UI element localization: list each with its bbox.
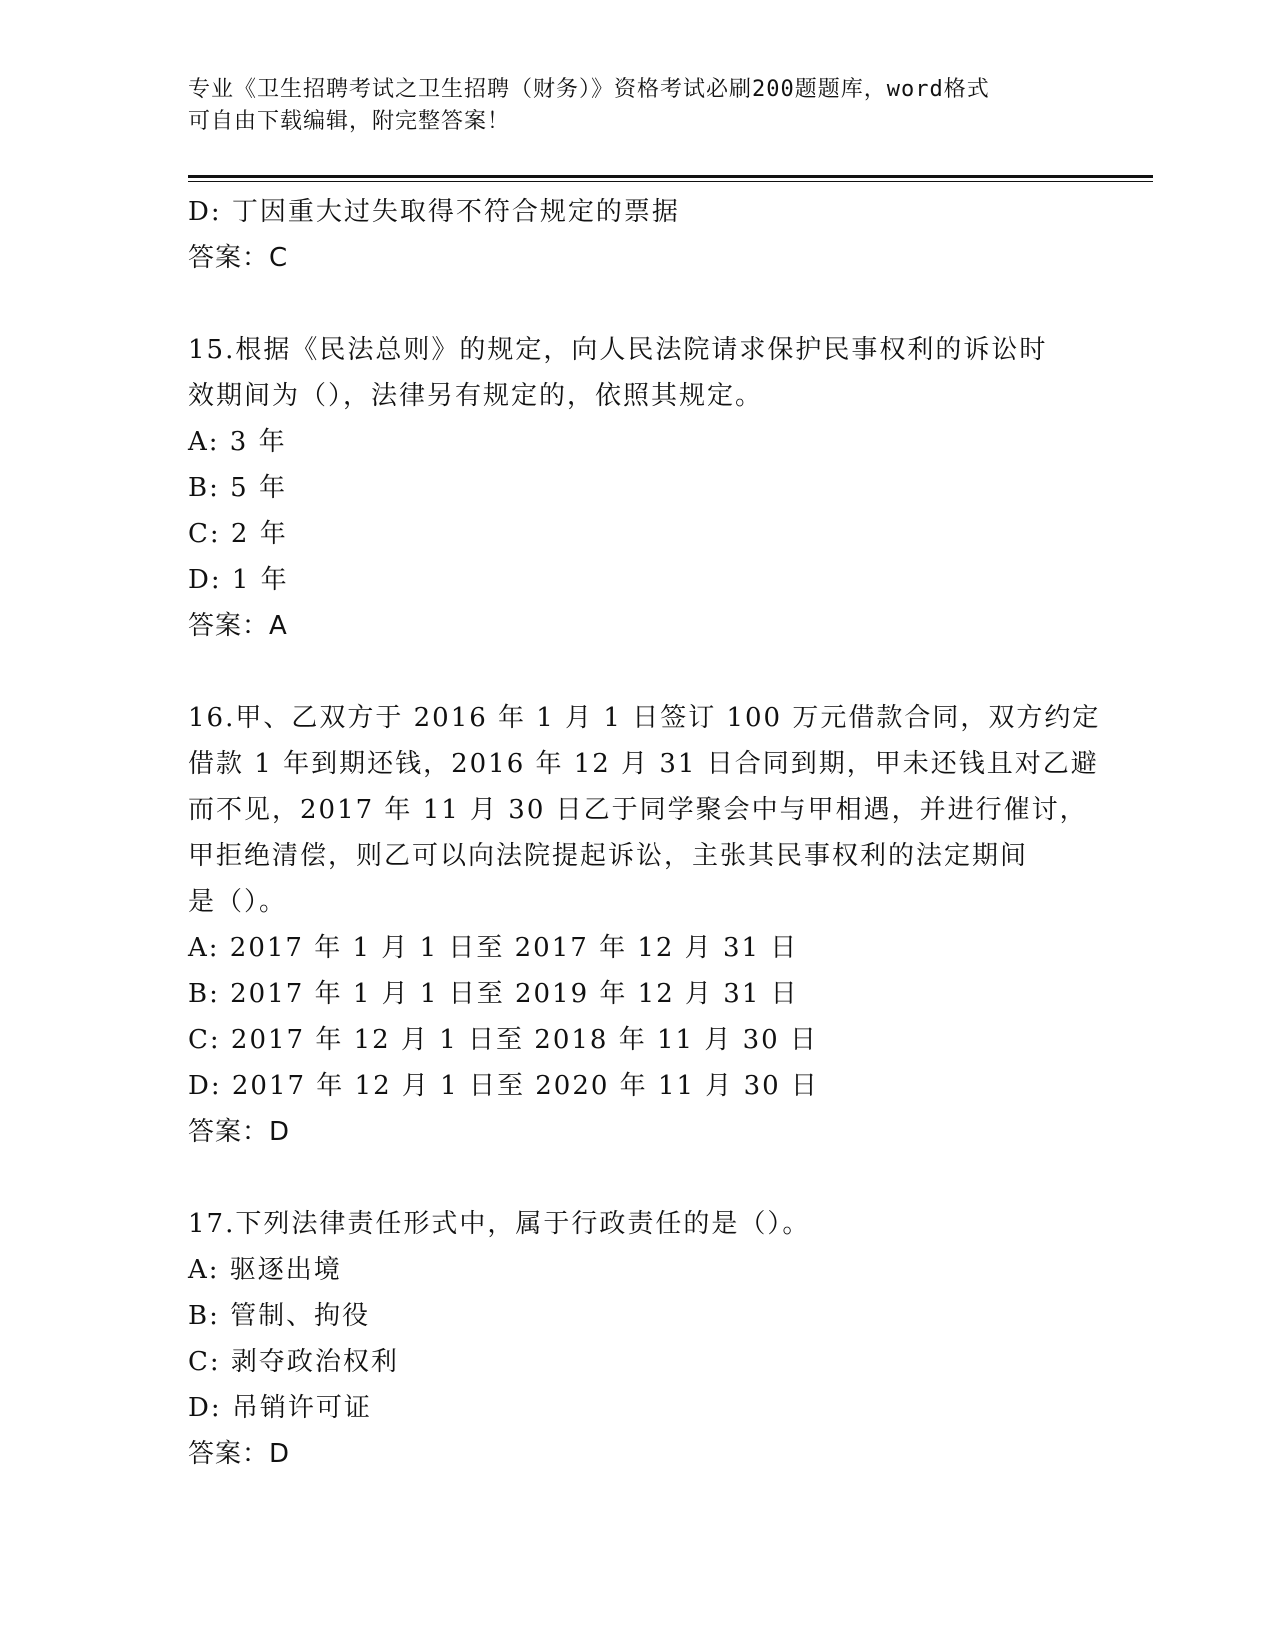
previous-question-tail <box>188 189 1088 281</box>
stem-line: 而不见，2017 年 11 月 30 日乙于同学聚会中与甲相遇，并进行催讨， <box>188 795 1088 825</box>
stem-line: 是（）。 <box>188 887 288 917</box>
option-a: A: 3 年 <box>188 427 287 457</box>
option-d: D: 丁因重大过失取得不符合规定的票据 <box>188 197 680 227</box>
header-divider-thick <box>188 175 1153 178</box>
answer-line: 答案：D <box>188 1439 291 1469</box>
option-d: D: 吊销许可证 <box>188 1393 372 1423</box>
option-b: B: 管制、拘役 <box>188 1301 371 1331</box>
question-17 <box>188 1201 1088 1477</box>
option-b: B: 5 年 <box>188 473 287 503</box>
option-b: B: 2017 年 1 月 1 日至 2019 年 12 月 31 日 <box>188 979 799 1009</box>
question-16 <box>188 695 1101 1155</box>
spacer <box>188 281 1088 327</box>
answer-line: 答案：A <box>188 611 288 641</box>
option-c: C: 剥夺政治权利 <box>188 1347 399 1377</box>
option-c: C: 2017 年 12 月 1 日至 2018 年 11 月 30 日 <box>188 1025 818 1055</box>
option-c: C: 2 年 <box>188 519 288 549</box>
option-a: A: 驱逐出境 <box>188 1255 342 1285</box>
header-line-1: 专业《卫生招聘考试之卫生招聘（财务）》资格考试必刷200题题库，word格式 <box>188 77 990 102</box>
question-content <box>188 189 1101 1477</box>
question-15 <box>188 327 1088 649</box>
document-header <box>188 74 1068 138</box>
stem-line: 16.甲、乙双方于 2016 年 1 月 1 日签订 100 万元借款合同，双方约定 <box>188 703 1101 733</box>
answer-line: 答案：C <box>188 243 289 273</box>
stem-line: 借款 1 年到期还钱，2016 年 12 月 31 日合同到期，甲未还钱且对乙避 <box>188 749 1099 779</box>
stem-line: 甲拒绝清偿，则乙可以向法院提起诉讼，主张其民事权利的法定期间 <box>188 841 1029 871</box>
stem-line: 效期间为（），法律另有规定的，依照其规定。 <box>188 381 764 411</box>
option-d: D: 2017 年 12 月 1 日至 2020 年 11 月 30 日 <box>188 1071 819 1101</box>
stem-line: 15.根据《民法总则》的规定，向人民法院请求保护民事权利的诉讼时 <box>188 335 1048 365</box>
header-divider-thin <box>188 181 1153 182</box>
spacer <box>188 1155 1088 1201</box>
question-stem <box>188 1201 1088 1247</box>
stem-line: 17.下列法律责任形式中，属于行政责任的是（）。 <box>188 1209 811 1239</box>
spacer <box>188 649 1088 695</box>
question-stem <box>188 327 1088 419</box>
option-d: D: 1 年 <box>188 565 289 595</box>
header-line-2: 可自由下载编辑，附完整答案！ <box>188 109 511 134</box>
question-stem <box>188 695 1101 925</box>
answer-line: 答案：D <box>188 1117 291 1147</box>
option-a: A: 2017 年 1 月 1 日至 2017 年 12 月 31 日 <box>188 933 799 963</box>
